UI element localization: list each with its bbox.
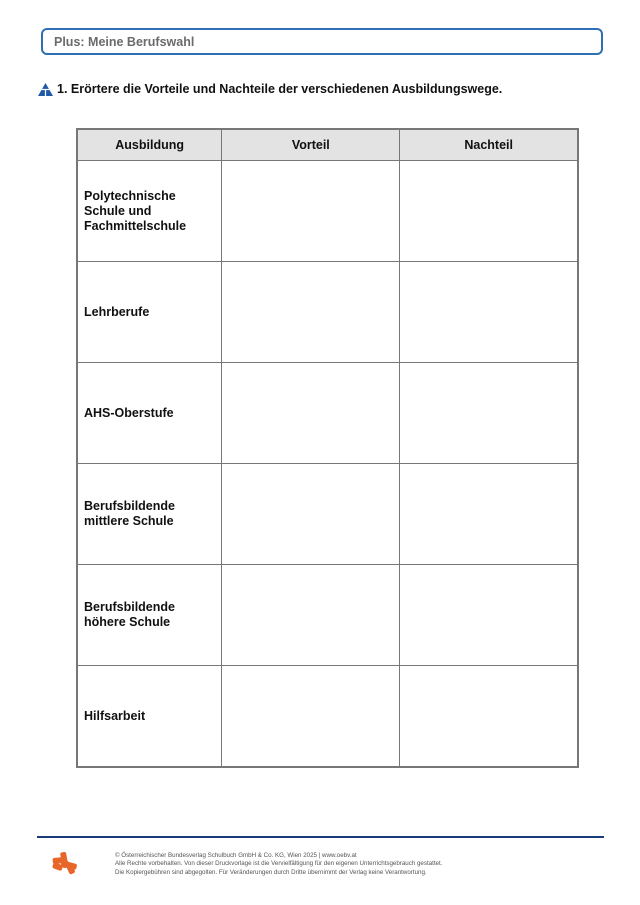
table-row [77, 464, 578, 565]
row-label: Polytechnische Schule und Fachmittelschule [77, 161, 222, 262]
nachteil-answer-cell[interactable] [400, 161, 578, 262]
table-header-row [77, 129, 578, 161]
nachteil-answer-cell[interactable] [400, 565, 578, 666]
table-row [77, 161, 578, 262]
task-text: 1. Erörtere die Vorteile und Nachteile der verschiedenen Ausbildungswege. [57, 82, 503, 96]
column-header-ausbildung: Ausbildung [77, 129, 222, 161]
table-row [77, 363, 578, 464]
row-label: Berufsbildende mittlere Schule [77, 464, 222, 565]
comparison-table [76, 128, 579, 768]
nachteil-answer-cell[interactable] [400, 464, 578, 565]
vorteil-answer-cell[interactable] [222, 363, 400, 464]
worksheet-title-box [41, 28, 603, 55]
table-row [77, 262, 578, 363]
footer-line-1: © Österreichischer Bundesverlag Schulbuch GmbH & Co. KG, Wien 2025 | www.oebv.at [115, 852, 357, 859]
vorteil-answer-cell[interactable] [222, 262, 400, 363]
row-label: Lehrberufe [77, 262, 222, 363]
vorteil-answer-cell[interactable] [222, 161, 400, 262]
table-row [77, 565, 578, 666]
row-label: AHS-Oberstufe [77, 363, 222, 464]
column-header-vorteil: Vorteil [222, 129, 400, 161]
nachteil-answer-cell[interactable] [400, 262, 578, 363]
row-label: Hilfsarbeit [77, 666, 222, 768]
vorteil-answer-cell[interactable] [222, 565, 400, 666]
footer-copyright [115, 852, 595, 877]
footer-line-3: Die Kopiergebühren sind abgegolten. Für Veränderungen durch Dritte übernimmt der Verlag keine Verantwortung. [115, 868, 427, 876]
footer-divider [37, 836, 604, 838]
task-instruction [38, 82, 502, 96]
nachteil-answer-cell[interactable] [400, 363, 578, 464]
column-header-nachteil: Nachteil [400, 129, 578, 161]
oebv-logo-icon [52, 851, 78, 877]
row-label: Berufsbildende höhere Schule [77, 565, 222, 666]
worksheet-title: Plus: Meine Berufswahl [54, 34, 195, 49]
footer-line-2: Alle Rechte vorbehalten. Von dieser Druckvorlage ist die Vervielfältigung für den eigenen Unterrichtsgebrauch gestattet. [115, 860, 443, 868]
vorteil-answer-cell[interactable] [222, 464, 400, 565]
vorteil-answer-cell[interactable] [222, 666, 400, 768]
table-row [77, 666, 578, 768]
triangle-difficulty-icon [38, 83, 53, 96]
nachteil-answer-cell[interactable] [400, 666, 578, 768]
